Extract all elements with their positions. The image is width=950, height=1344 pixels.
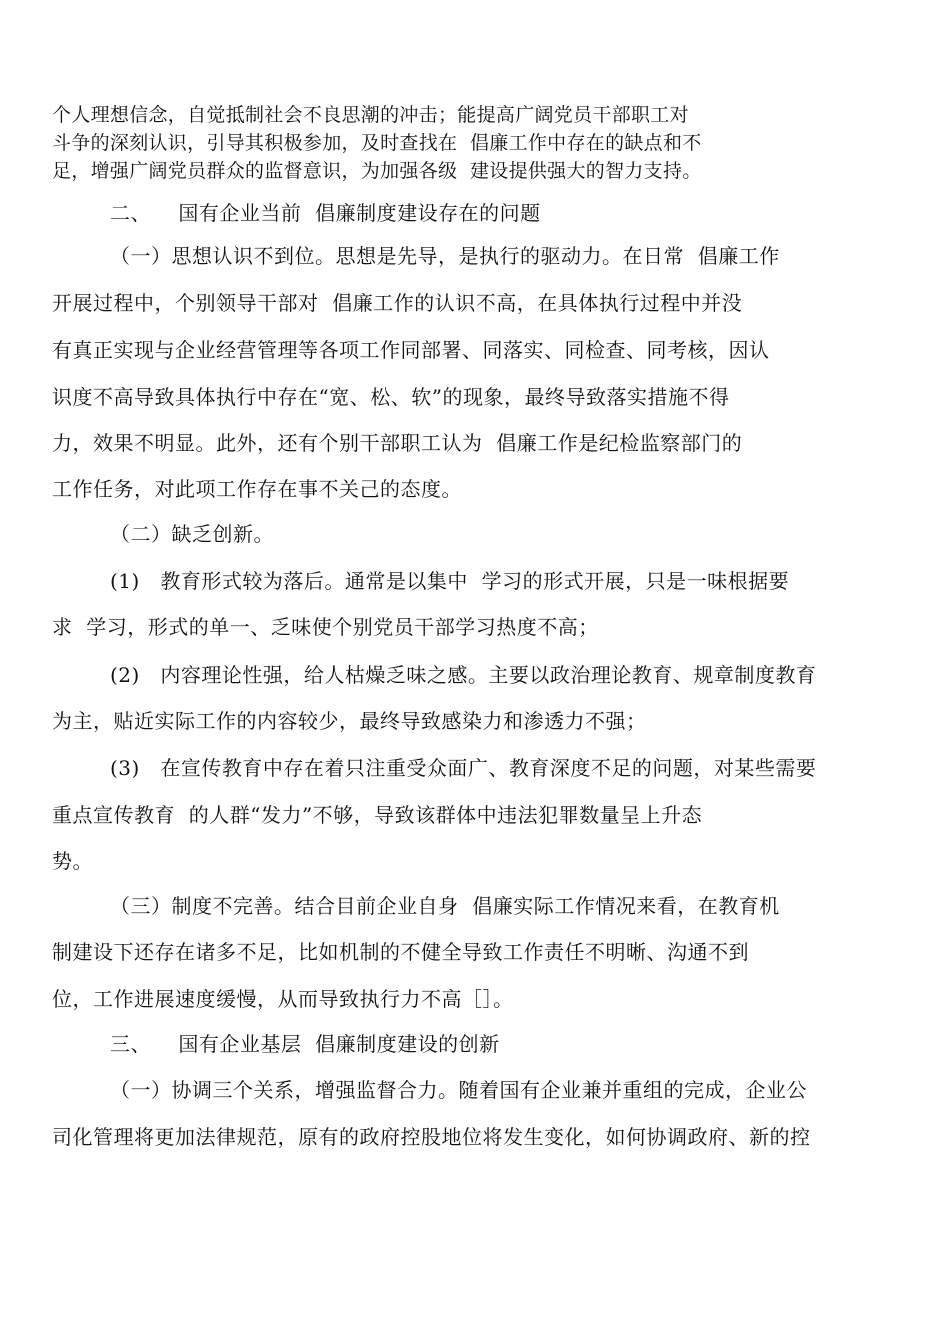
text-line: 制建设下还存在诸多不足，比如机制的不健全导致工作责任不明晰、沟通不到 — [52, 940, 749, 964]
text-line: 求 学习，形式的单一、乏味使个别党员干部学习热度不高； — [52, 615, 599, 639]
text-line: 足，增强广阔党员群众的监督意识，为加强各级 建设提供强大的智力支持。 — [52, 160, 702, 182]
list-item-first-line: (2) 内容理论性强，给人枯燥乏味之感。主要以政治理论教育、规章制度教育 — [110, 663, 817, 687]
section-heading: 二、 国有企业当前 倡廉制度建设存在的问题 — [110, 201, 541, 225]
text-line: 重点宣传教育 的人群“发力”不够，导致该群体中违法犯罪数量呈上升态 — [52, 803, 703, 827]
text-line: 工作任务，对此项工作存在事不关己的态度。 — [52, 477, 462, 501]
text-line: 识度不高导致具体执行中存在“宽、松、软”的现象，最终导致落实措施不得 — [52, 385, 730, 409]
paragraph-first-line: （一）协调三个关系，增强监督合力。随着国有企业兼并重组的完成，企业公 — [110, 1078, 807, 1102]
text-line: 势。 — [52, 849, 93, 873]
list-item-first-line: (3) 在宣传教育中存在着只注重受众面广、教育深度不足的问题，对某些需要 — [110, 756, 817, 780]
section-heading: 三、 国有企业基层 倡廉制度建设的创新 — [110, 1032, 500, 1056]
text-line: 开展过程中，个别领导干部对 倡廉工作的认识不高，在具体执行过程中并没 — [52, 291, 743, 315]
text-line: 斗争的深刻认识，引导其积极参加，及时查找在 倡廉工作中存在的缺点和不 — [52, 132, 702, 154]
text-line: 个人理想信念，自觉抵制社会不良思潮的冲击；能提高广阔党员干部职工对 — [52, 104, 689, 126]
subsection-heading: （二）缺乏创新。 — [110, 522, 274, 546]
text-line: 有真正实现与企业经营管理等各项工作同部署、同落实、同检查、同考核，因认 — [52, 338, 770, 362]
text-line: 司化管理将更加法律规范，原有的政府控股地位将发生变化，如何协调政府、新的控 — [52, 1125, 811, 1149]
text-line: 位，工作进展速度缓慢，从而导致执行力不高［］。 — [52, 987, 514, 1011]
text-line: 力，效果不明显。此外，还有个别干部职工认为 倡廉工作是纪检监察部门的 — [52, 431, 743, 455]
paragraph-first-line: （三）制度不完善。结合目前企业自身 倡廉实际工作情况来看，在教育机 — [110, 894, 780, 918]
text-line: 为主，贴近实际工作的内容较少，最终导致感染力和渗透力不强； — [52, 709, 647, 733]
list-item-first-line: (1) 教育形式较为落后。通常是以集中 学习的形式开展，只是一味根据要 — [110, 569, 790, 593]
paragraph-first-line: （一）思想认识不到位。思想是先导，是执行的驱动力。在日常 倡廉工作 — [110, 244, 780, 268]
